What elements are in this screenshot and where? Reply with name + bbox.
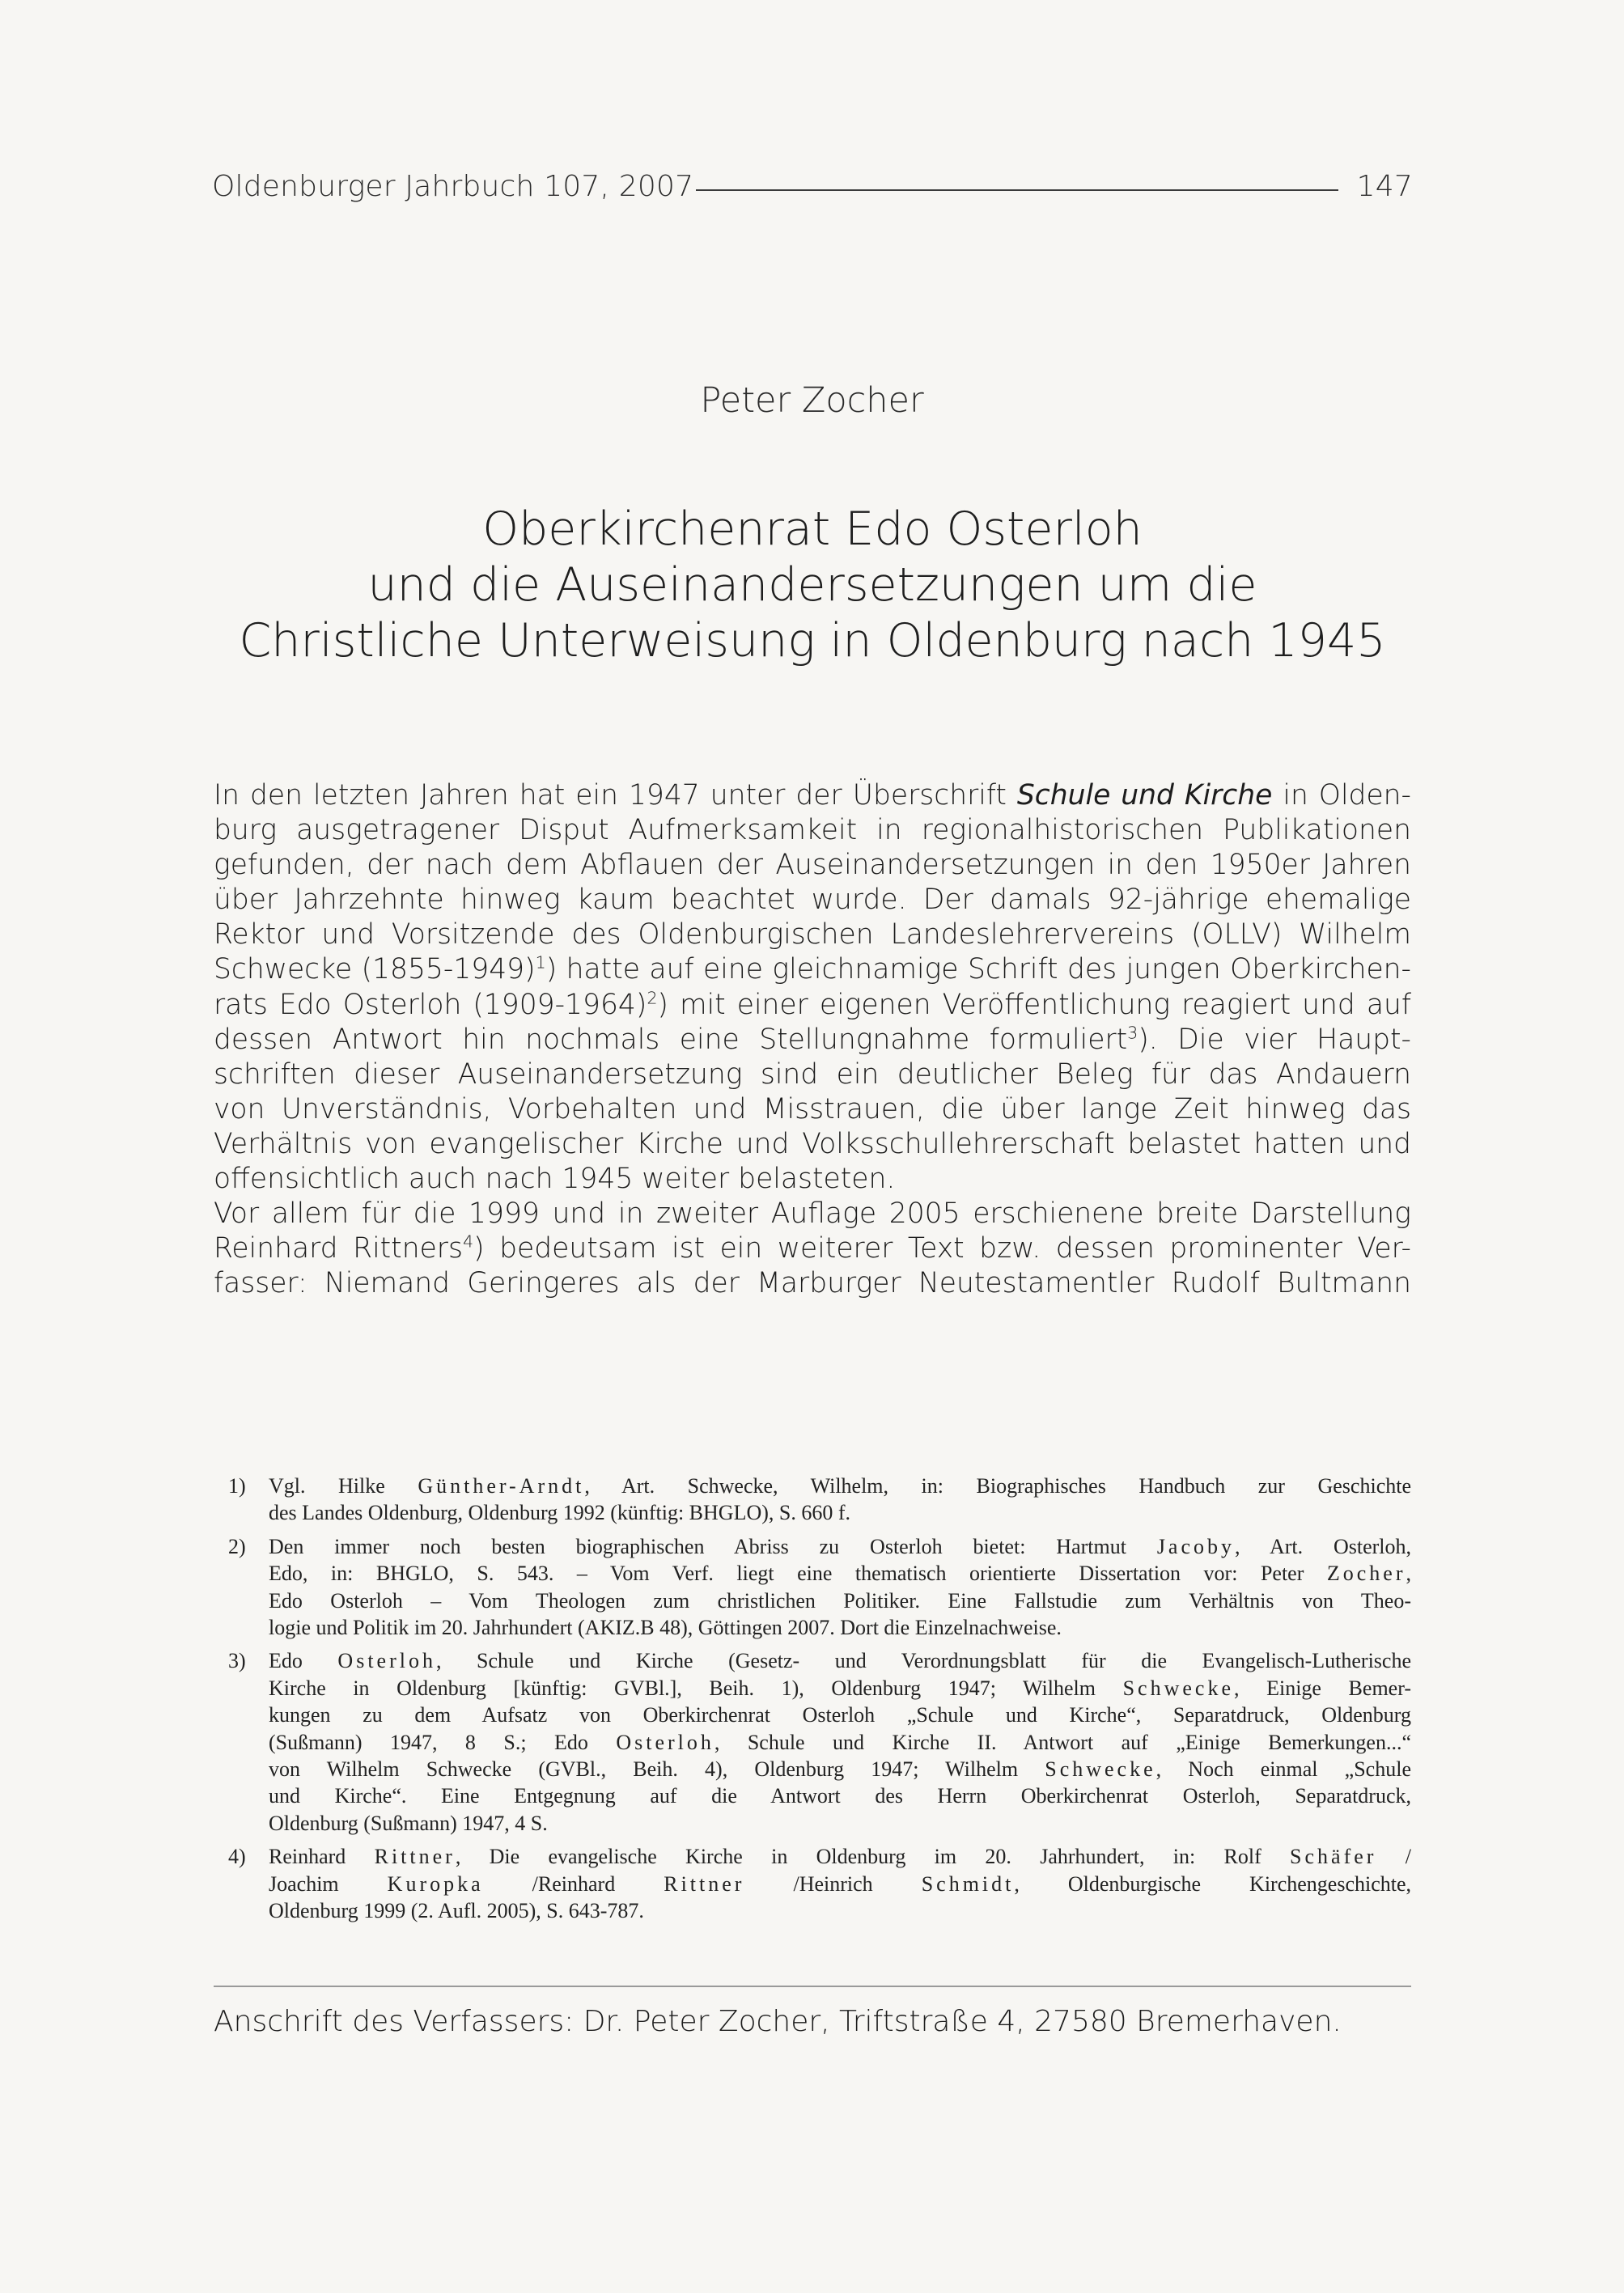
text-line: In den letzten Jahren hat ein 1947 unter der Überschrift Schule und Kirche in Olden- (214, 779, 1411, 812)
footnote-line: (Sußmann) 1947, 8 S.; Edo Osterloh, Schule und Kirche II. Antwort auf „Einige Bemerkungen...“ (269, 1730, 1411, 1754)
footnote-line: Oldenburg (Sußmann) 1947, 4 S. (269, 1811, 548, 1835)
footnote-line: Edo Osterloh – Vom Theologen zum christlichen Politiker. Eine Fallstudie zum Verhältnis von Theo- (269, 1588, 1411, 1613)
author-address: Anschrift des Verfassers: Dr. Peter Zocher, Triftstraße 4, 27580 Bremerhaven. (214, 2005, 1342, 2038)
text-line: rats Edo Osterloh (1909-1964)$^2$) mit einer eigenen Veröffentlichung reagiert und auf (214, 988, 1411, 1021)
text-line: schriften dieser Auseinandersetzung sind ein deutlicher Beleg für das Andauern (214, 1057, 1411, 1091)
footnote (228, 1647, 1411, 1837)
text-line: dessen Antwort hin nochmals eine Stellungnahme formuliert$^3$). Die vier Haupt- (214, 1023, 1411, 1056)
paragraph (214, 1197, 1411, 1301)
footnote-line: Reinhard Rittner, Die evangelische Kirche in Oldenburg im 20. Jahrhundert, in: Rolf Schäfer / (269, 1845, 1411, 1869)
footnote-number: 2) (228, 1534, 246, 1558)
footnote-line: Edo, in: BHGLO, S. 543. – Vom Verf. liegt eine thematisch orientierte Dissertation vor: Peter Zocher, (269, 1562, 1411, 1586)
footnote-ref[interactable]: 4 (462, 1231, 474, 1252)
footnote-line: Den immer noch besten biographischen Abriss zu Osterloh bietet: Hartmut Jacoby, Art. Osterloh, (269, 1534, 1412, 1558)
header-rule (696, 189, 1338, 191)
text-line: gefunden, der nach dem Abflauen der Auseinandersetzungen in den 1950er Jahren (214, 849, 1411, 882)
paragraph (214, 778, 1411, 1197)
footnote (228, 1843, 1411, 1924)
address-rule (214, 1986, 1411, 1987)
article-author: Peter Zocher (700, 380, 924, 421)
text-line: Verhältnis von evangelischer Kirche und Volksschullehrerschaft belastet hatten und (214, 1127, 1411, 1160)
page-number: 147 (1356, 170, 1413, 203)
italic-title: Schule und Kirche (1016, 779, 1273, 812)
body-text (214, 778, 1411, 1301)
title-line: Christliche Unterweisung in Oldenburg nach 1945 (239, 614, 1386, 668)
footnote-line: Oldenburg 1999 (2. Aufl. 2005), S. 643-787. (269, 1899, 644, 1923)
article-title (212, 502, 1413, 669)
footnote (228, 1533, 1411, 1642)
footnote-line: des Landes Oldenburg, Oldenburg 1992 (künftig: BHGLO), S. 660 f. (269, 1501, 851, 1525)
footnote-number: 4) (228, 1845, 246, 1869)
footnote-line: von Wilhelm Schwecke (GVBl., Beih. 4), Oldenburg 1947; Wilhelm Schwecke, Noch einmal „Schule (269, 1757, 1411, 1782)
footnote-line: Vgl. Hilke Günther-Arndt, Art. Schwecke, Wilhelm, in: Biographisches Handbuch zur Geschichte (269, 1474, 1411, 1498)
text-line: Schwecke (1855-1949)$^1$) hatte auf eine gleichnamige Schrift des jungen Oberkirchen- (214, 952, 1411, 986)
journal-title: Oldenburger Jahrbuch 107, 2007 (212, 170, 694, 203)
footnote-ref[interactable]: 3 (1127, 1023, 1138, 1043)
footnote-line: logie und Politik im 20. Jahrhundert (AKIZ.B 48), Göttingen 2007. Dort die Einzelnachweise. (269, 1616, 1062, 1640)
footnote-line: Joachim Kuropka /Reinhard Rittner /Heinrich Schmidt, Oldenburgische Kirchengeschichte, (269, 1871, 1412, 1896)
footnote-ref[interactable]: 2 (647, 988, 658, 1008)
text-line: von Unverständnis, Vorbehalten und Misstrauen, die über lange Zeit hinweg das (214, 1092, 1411, 1125)
footnote-line: und Kirche“. Eine Entgegnung auf die Antwort des Herrn Oberkirchenrat Osterloh, Separatdruck, (269, 1784, 1411, 1808)
text-line: über Jahrzehnte hinweg kaum beachtet wurde. Der damals 92-jährige ehemalige (214, 884, 1411, 917)
text-line: Reinhard Rittners$^4$) bedeutsam ist ein weiterer Text bzw. dessen prominenter Ver- (214, 1231, 1411, 1265)
footnote-number: 3) (228, 1649, 246, 1673)
footnote-line: kungen zu dem Aufsatz von Oberkirchenrat Osterloh „Schule und Kirche“, Separatdruck, Oldenburg (269, 1703, 1411, 1727)
text-line: Vor allem für die 1999 und in zweiter Auflage 2005 erschienene breite Darstellung (214, 1197, 1411, 1231)
text-line: Rektor und Vorsitzende des Oldenburgischen Landeslehrervereins (OLLV) Wilhelm (214, 918, 1411, 952)
title-line: Oberkirchenrat Edo Osterloh (482, 502, 1143, 556)
footnote-line: Kirche in Oldenburg [künftig: GVBl.], Beih. 1), Oldenburg 1947; Wilhelm Schwecke, Einige Bemer- (269, 1676, 1412, 1700)
text-line: offensichtlich auch nach 1945 weiter belasteten. (214, 1163, 896, 1196)
footnote-ref[interactable]: 1 (535, 952, 546, 973)
footnotes (228, 1473, 1411, 1931)
footnote-number: 1) (228, 1474, 246, 1498)
text-line: fasser: Niemand Geringeres als der Marburger Neutestamentler Rudolf Bultmann (214, 1267, 1411, 1300)
footnote (228, 1473, 1411, 1527)
text-line: burg ausgetragener Disput Aufmerksamkeit in regionalhistorischen Publikationen (214, 814, 1411, 847)
footnote-line: Edo Osterloh, Schule und Kirche (Gesetz- und Verordnungsblatt für die Evangelisch-Lutherische (269, 1649, 1411, 1673)
running-head (212, 170, 1413, 210)
title-line: und die Auseinandersetzungen um die (367, 558, 1257, 612)
